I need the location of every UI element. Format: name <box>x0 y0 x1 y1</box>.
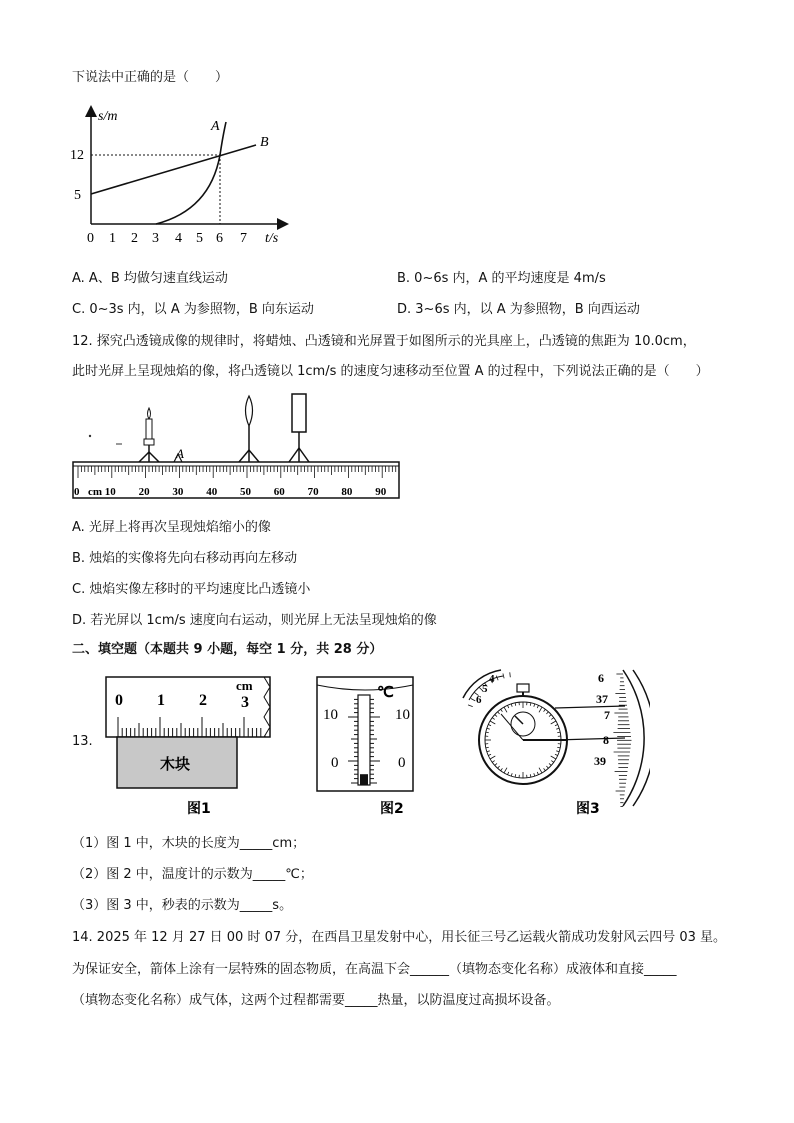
thermo-unit: ℃ <box>377 685 394 701</box>
q11-option-a: A. A、B 均做匀速直线运动 <box>72 271 228 286</box>
x-tick: 5 <box>196 231 203 246</box>
bench-unit: cm <box>88 486 103 498</box>
thermo-right-0: 0 <box>398 755 406 771</box>
bench-scale-label: 90 <box>375 486 387 498</box>
thermo-right-10: 10 <box>395 707 410 723</box>
curve-a-label: A <box>211 119 220 134</box>
large-scale-39: 39 <box>594 754 606 768</box>
bench-scale-label: 10 <box>104 486 116 498</box>
x-tick: 1 <box>109 231 116 246</box>
light-screen <box>289 394 309 462</box>
q14-line2: 为保证安全，箭体上涂有一层特殊的固态物质，在高温下会______（填物态变化名称）成液体和直接_____ <box>72 962 677 977</box>
q12-stem-line2: 此时光屏上呈现烛焰的像，将凸透镜以 1cm/s 的速度匀速移动至位置 A 的过程中，下列说法正确的是（ ） <box>72 364 709 379</box>
line-b-label: B <box>260 135 269 150</box>
small-dial-tick <box>471 699 475 701</box>
thermo-left-0: 0 <box>331 755 339 771</box>
fig3-stopwatch <box>455 666 650 818</box>
curve-a <box>156 122 226 224</box>
x-tick: 7 <box>240 231 247 246</box>
section-title: 二、填空题（本题共 9 小题，每空 1 分，共 28 分） <box>72 642 383 657</box>
x-tick: 6 <box>216 231 223 246</box>
large-scale-8: 8 <box>603 733 609 747</box>
small-dial-tick <box>496 676 498 681</box>
fig3-caption: 图3 <box>576 801 600 817</box>
wood-block-label: 木块 <box>160 755 191 773</box>
thermo-tube <box>358 695 370 785</box>
bench-scale-label: 60 <box>273 486 285 498</box>
bench-scale-label: 30 <box>172 486 184 498</box>
q12-option-d: D. 若光屏以 1cm/s 速度向右运动，则光屏上无法呈现烛焰的像 <box>72 613 437 628</box>
small-dial-tick <box>503 673 504 678</box>
bench-scale-label: 80 <box>341 486 353 498</box>
optical-bench-figure <box>70 392 410 502</box>
bench-scale-label: 70 <box>307 486 319 498</box>
ruler-tick-0: 0 <box>115 692 123 709</box>
large-scale-7: 7 <box>604 708 610 722</box>
fig1-caption: 图1 <box>187 801 211 817</box>
q13-sub2: （2）图 2 中，温度计的示数为_____℃； <box>72 867 313 882</box>
x-tick: 3 <box>152 231 159 246</box>
q12-option-a: A. 光屏上将再次呈现烛焰缩小的像 <box>72 520 271 535</box>
large-scale-37: 37 <box>596 692 608 706</box>
q13-number: 13. <box>72 734 93 749</box>
small-dial-5: 5 <box>482 683 488 695</box>
bench-scale-label: 40 <box>206 486 218 498</box>
point-a-label: A <box>176 446 184 461</box>
y-axis-label: s/m <box>98 109 118 124</box>
small-dial-tick <box>468 705 473 707</box>
y-tick-5: 5 <box>74 188 81 203</box>
line-b <box>91 145 256 194</box>
ruler-unit: cm <box>236 678 253 693</box>
q14-line1: 14. 2025 年 12 月 27 日 00 时 07 分，在西昌卫星发射中心，用长征三号乙运载火箭成功发射风云四号 03 星。 <box>72 930 727 945</box>
q13-sub3: （3）图 3 中，秒表的示数为_____s。 <box>72 898 293 913</box>
x-tick: 4 <box>175 231 182 246</box>
thermo-left-10: 10 <box>323 707 338 723</box>
x-tick: 2 <box>131 231 138 246</box>
candle <box>139 408 159 462</box>
fig2-caption: 图2 <box>380 801 404 817</box>
x-tick: 0 <box>87 231 94 246</box>
q11-st-graph <box>60 100 300 250</box>
stopwatch-crown <box>517 684 529 692</box>
q11-option-d: D. 3~6s 内，以 A 为参照物，B 向西运动 <box>397 302 640 317</box>
small-dial-tick <box>510 672 511 677</box>
bench-scale-label: 0 <box>74 486 80 498</box>
x-axis-label: t/s <box>265 231 279 246</box>
fig2-thermometer <box>305 673 435 818</box>
q11-option-b: B. 0~6s 内，A 的平均速度是 4m/s <box>397 271 606 286</box>
q12-option-c: C. 烛焰实像左移时的平均速度比凸透镜小 <box>72 582 311 597</box>
large-scale-ticks <box>613 674 631 807</box>
bench-scale-label: 50 <box>240 486 251 498</box>
q11-option-c: C. 0~3s 内，以 A 为参照物，B 向东运动 <box>72 302 314 317</box>
q11-stem-tail: 下说法中正确的是（ ） <box>72 70 229 85</box>
large-scale-6: 6 <box>598 671 604 685</box>
mercury-column <box>360 774 368 785</box>
q12-stem-line1: 12. 探究凸透镜成像的规律时，将蜡烛、凸透镜和光屏置于如图所示的光具座上，凸透镜的焦距为 10.0cm， <box>72 334 696 349</box>
ruler-tick-2: 2 <box>199 692 207 709</box>
ruler-tick-3: 3 <box>241 694 249 711</box>
q13-sub1: （1）图 1 中，木块的长度为_____cm； <box>72 836 306 851</box>
ruler-tick-1: 1 <box>157 692 165 709</box>
y-tick-12: 12 <box>70 148 84 163</box>
small-dial-6: 6 <box>476 694 482 706</box>
bench-scale-label: 20 <box>138 486 150 498</box>
convex-lens <box>239 396 259 462</box>
fig1-ruler <box>100 673 280 818</box>
q12-option-b: B. 烛焰的实像将先向右移动再向左移动 <box>72 551 298 566</box>
q14-line3: （填物态变化名称）成气体，这两个过程都需要_____热量，以防温度过高损坏设备。 <box>72 993 560 1008</box>
small-dial-4: 4 <box>489 673 495 685</box>
